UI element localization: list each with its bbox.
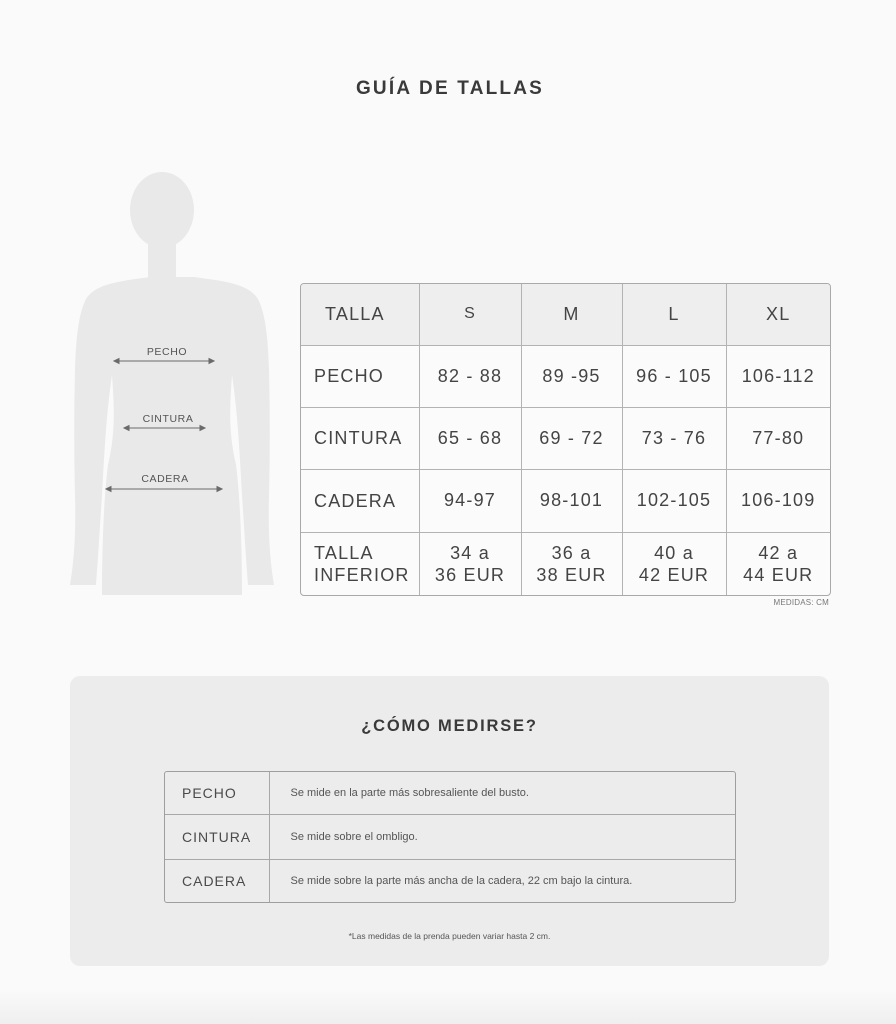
how-to-label: CINTURA	[165, 815, 269, 859]
how-to-row	[165, 859, 735, 902]
table-cell: 98-101	[521, 469, 622, 532]
table-cell: 106-109	[726, 469, 830, 532]
row-label-line: INFERIOR	[314, 564, 410, 585]
how-to-text: Se mide sobre la parte más ancha de la cadera, 22 cm bajo la cintura.	[290, 874, 633, 887]
table-cell: 102-105	[622, 469, 726, 532]
header-cell: L	[622, 284, 726, 345]
size-table-header-row	[301, 284, 830, 345]
table-cell: 89 -95	[521, 345, 622, 407]
waist-label: CINTURA	[142, 413, 194, 425]
row-label-line: TALLA	[314, 542, 374, 563]
how-to-row	[165, 772, 735, 815]
body-silhouette	[62, 165, 282, 595]
cell-line: 34 a	[450, 542, 490, 563]
body-silhouette-figure	[62, 165, 282, 595]
row-label: CINTURA	[301, 407, 419, 469]
how-to-text: Se mide sobre el ombligo.	[269, 815, 735, 859]
cell-line: 36 EUR	[434, 564, 506, 585]
footnote: *Las medidas de la prenda pueden variar hasta 2 cm.	[348, 931, 551, 941]
cell-line: 42 EUR	[638, 564, 710, 585]
table-cell: 65 - 68	[419, 407, 521, 469]
hip-label: CADERA	[141, 473, 189, 485]
how-to-measure-title: ¿CÓMO MEDIRSE?	[361, 717, 538, 735]
cell-line: 40 a	[654, 542, 694, 563]
row-label: CADERA	[301, 469, 419, 532]
header-cell: M	[521, 284, 622, 345]
page-title: GUÍA DE TALLAS	[355, 78, 545, 99]
table-cell	[419, 532, 521, 595]
cell-line: 36 a	[551, 542, 592, 563]
table-cell: 82 - 88	[419, 345, 521, 407]
table-cell	[622, 532, 726, 595]
size-table-row	[301, 407, 830, 469]
table-cell	[521, 532, 622, 595]
how-to-label: CADERA	[165, 859, 269, 902]
table-cell: 77-80	[726, 407, 830, 469]
row-label: PECHO	[301, 345, 419, 407]
how-to-measure-table	[164, 771, 736, 903]
header-cell: XL	[726, 284, 830, 345]
size-table-row	[301, 469, 830, 532]
header-cell: TALLA	[301, 284, 419, 345]
cell-line: 44 EUR	[743, 564, 814, 585]
table-cell: 94-97	[419, 469, 521, 532]
table-cell: 73 - 76	[622, 407, 726, 469]
how-to-measure-panel	[70, 676, 829, 966]
size-table-row	[301, 532, 830, 595]
how-to-label: PECHO	[165, 772, 269, 815]
chest-label: PECHO	[146, 346, 188, 358]
table-cell: 96 - 105	[622, 345, 726, 407]
how-to-row	[165, 815, 735, 859]
row-label	[301, 532, 419, 595]
bottom-shadow	[0, 990, 896, 1024]
units-note: MEDIDAS: CM	[773, 598, 829, 607]
size-table-row	[301, 345, 830, 407]
table-cell: 69 - 72	[521, 407, 622, 469]
how-to-text: Se mide en la parte más sobresaliente del busto.	[269, 772, 735, 815]
cell-line: 38 EUR	[536, 564, 607, 585]
size-table	[300, 283, 831, 596]
table-cell	[726, 532, 830, 595]
table-cell: 106-112	[726, 345, 830, 407]
cell-line: 42 a	[758, 542, 799, 563]
header-cell: S	[419, 284, 521, 345]
